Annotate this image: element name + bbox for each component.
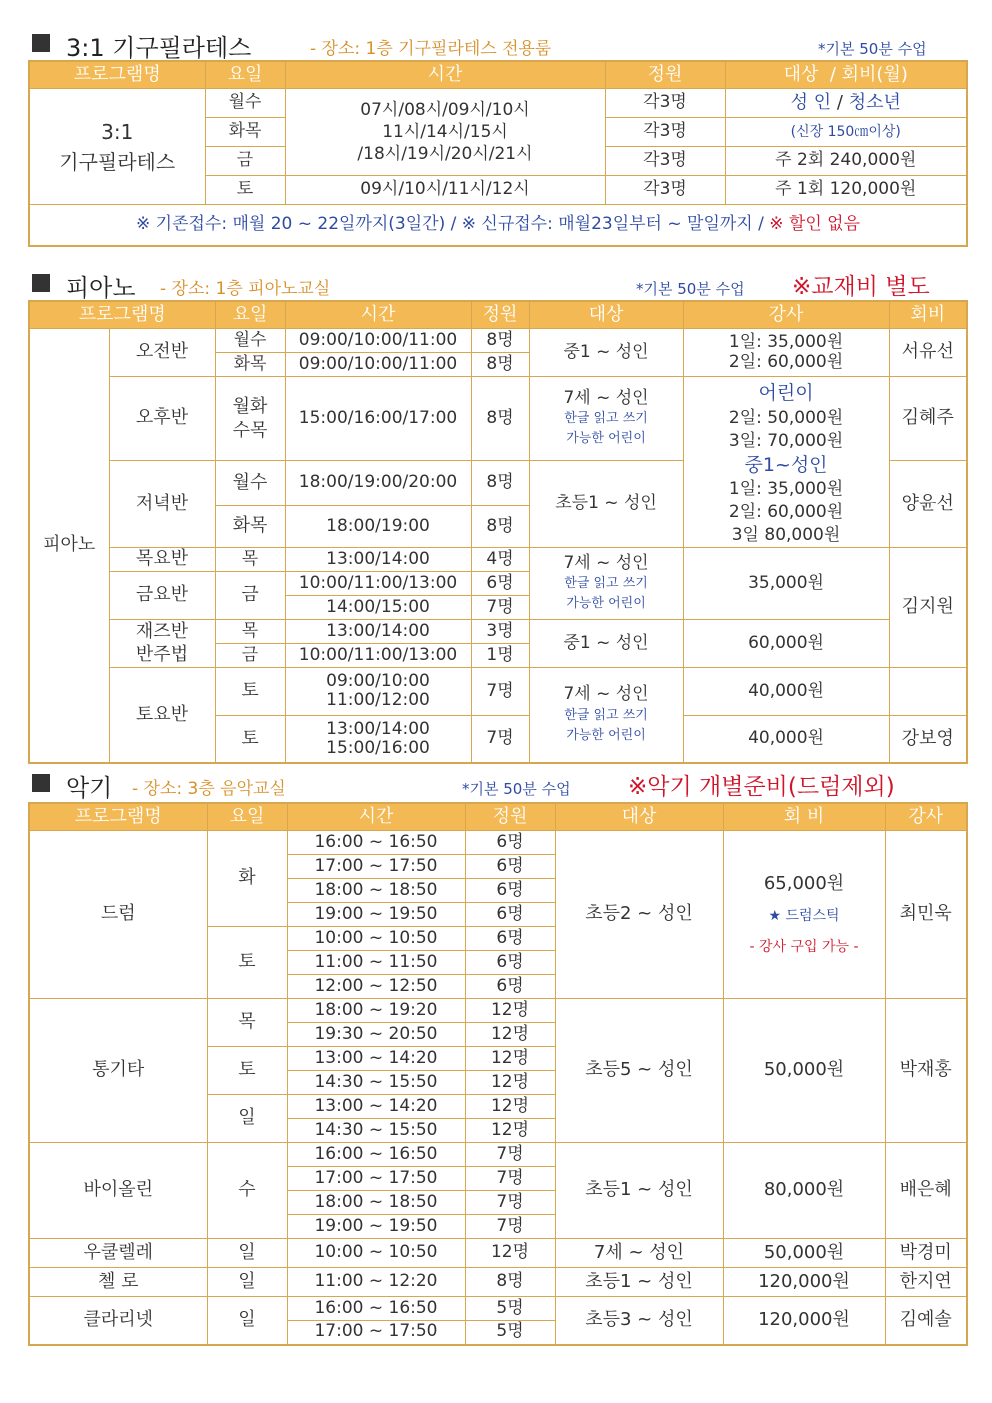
class-name: 저녁반 <box>109 461 215 548</box>
day-cell: 화 <box>207 831 287 927</box>
time-cell: 12:00 ~ 12:50 <box>287 975 465 999</box>
section-note: *기본 50분 수업 <box>462 780 571 798</box>
capacity-cell: 8명 <box>471 377 529 461</box>
program-name: 통기타 <box>29 999 207 1143</box>
capacity-cell: 7명 <box>471 667 529 715</box>
teacher-cell: 양윤선 <box>889 461 967 548</box>
capacity-cell: 6명 <box>465 927 555 951</box>
col-header: 프로그램명 <box>29 61 205 89</box>
section-warning: ※교재비 별도 <box>792 274 930 300</box>
capacity-cell: 12명 <box>465 1071 555 1095</box>
target-cell: 초등1 ~ 성인 <box>555 1268 723 1297</box>
program-name: 클라리넷 <box>29 1297 207 1345</box>
teacher-cell: 김지원 <box>889 547 967 667</box>
program-name: 3:1 기구필라테스 <box>29 89 205 205</box>
capacity-cell: 각3명 <box>605 118 725 147</box>
fee-cell: 80,000원 <box>723 1143 885 1239</box>
teacher-cell: 배은혜 <box>885 1143 967 1239</box>
section-location: - 장소: 1층 피아노교실 <box>160 279 331 299</box>
table-row <box>29 547 967 571</box>
col-header: 요일 <box>207 803 287 831</box>
time-cell: 10:00 ~ 10:50 <box>287 1239 465 1268</box>
table-row <box>29 329 967 353</box>
time-cell: 16:00 ~ 16:50 <box>287 1297 465 1321</box>
teacher-cell: 박경미 <box>885 1239 967 1268</box>
section-title: 피아노 <box>66 274 136 302</box>
day-cell: 금 <box>205 147 285 176</box>
teacher-cell: 강보영 <box>889 715 967 763</box>
time-cell: 17:00 ~ 17:50 <box>287 855 465 879</box>
time-cell: 18:00 ~ 18:50 <box>287 879 465 903</box>
class-name: 재즈반 반주법 <box>109 619 215 667</box>
program-name: 첼 로 <box>29 1268 207 1297</box>
day-cell: 금 <box>215 571 285 619</box>
table-header-row <box>29 61 967 89</box>
target-cell: 초등2 ~ 성인 <box>555 831 723 999</box>
col-header: 정원 <box>465 803 555 831</box>
day-cell: 일 <box>207 1268 287 1297</box>
capacity-cell: 각3명 <box>605 89 725 118</box>
time-cell: 18:00/19:00/20:00 <box>285 461 471 506</box>
height-note: (신장 150㎝이상) <box>725 118 967 147</box>
table-row <box>29 1268 967 1297</box>
day-cell: 토 <box>207 927 287 999</box>
time-cell: 13:00/14:00 <box>285 619 471 643</box>
teacher-cell: 김혜주 <box>889 377 967 461</box>
time-cell: 11:00 ~ 12:20 <box>287 1268 465 1297</box>
col-header: 대상 / 회비(월) <box>725 61 967 89</box>
capacity-cell: 8명 <box>471 461 529 506</box>
capacity-cell: 6명 <box>465 903 555 927</box>
day-cell: 월수 <box>215 329 285 353</box>
table-row <box>29 667 967 715</box>
target-cell: 초등3 ~ 성인 <box>555 1297 723 1345</box>
program-name: 바이올린 <box>29 1143 207 1239</box>
capacity-cell: 3명 <box>471 619 529 643</box>
day-cell: 일 <box>207 1297 287 1345</box>
capacity-cell: 4명 <box>471 547 529 571</box>
class-name: 오전반 <box>109 329 215 377</box>
registration-note-row <box>29 205 967 247</box>
instrument-header <box>28 770 966 802</box>
instrument-table <box>28 802 968 1346</box>
teacher-cell: 박재홍 <box>885 999 967 1143</box>
teacher-cell: 한지연 <box>885 1268 967 1297</box>
capacity-cell: 12명 <box>465 1047 555 1071</box>
section-warning: ※악기 개별준비(드럼제외) <box>628 774 895 800</box>
capacity-cell: 12명 <box>465 1119 555 1143</box>
time-cell: 14:00/15:00 <box>285 595 471 619</box>
day-cell: 화목 <box>215 505 285 547</box>
day-cell: 토 <box>215 667 285 715</box>
table-row <box>29 1297 967 1321</box>
class-name: 금요반 <box>109 571 215 619</box>
target-cell: 중1 ~ 성인 <box>529 329 683 377</box>
time-cell: 13:00 ~ 14:20 <box>287 1095 465 1119</box>
capacity-cell: 각3명 <box>605 147 725 176</box>
fee-cell: 65,000원 ★ 드럼스틱 - 강사 구입 가능 - <box>723 831 885 999</box>
capacity-cell: 7명 <box>465 1167 555 1191</box>
table-row <box>29 377 967 461</box>
col-header: 강사 <box>683 301 889 329</box>
table-row <box>29 89 967 118</box>
teacher-cell: 서유선 <box>889 329 967 377</box>
capacity-cell: 7명 <box>465 1191 555 1215</box>
capacity-cell: 8명 <box>471 329 529 353</box>
capacity-cell: 12명 <box>465 1023 555 1047</box>
capacity-cell: 12명 <box>465 1239 555 1268</box>
time-cell: 07시/08시/09시/10시 11시/14시/15시 /18시/19시/20시/21시 <box>285 89 605 176</box>
capacity-cell: 각3명 <box>605 176 725 205</box>
teacher-cell: 최민욱 <box>885 831 967 999</box>
registration-note: ※ 기존접수: 매월 20 ~ 22일까지(3일간) / ※ 신규접수: 매월23일부터 ~ 말일까지 / ※ 할인 없음 <box>29 205 967 247</box>
class-name: 오후반 <box>109 377 215 461</box>
piano-table <box>28 300 968 764</box>
day-cell: 목 <box>215 547 285 571</box>
fee-cell: 주 2회 240,000원 <box>725 147 967 176</box>
square-bullet-icon <box>32 34 50 52</box>
col-header: 강사 <box>885 803 967 831</box>
col-header: 요일 <box>215 301 285 329</box>
target-cell: 중1 ~ 성인 <box>529 619 683 667</box>
capacity-cell: 6명 <box>465 879 555 903</box>
col-header: 정원 <box>471 301 529 329</box>
class-name: 목요반 <box>109 547 215 571</box>
time-cell: 16:00 ~ 16:50 <box>287 831 465 855</box>
piano-section <box>28 270 966 764</box>
target-cell: 성 인 / 청소년 <box>725 89 967 118</box>
program-name: 우쿨렐레 <box>29 1239 207 1268</box>
section-location: - 장소: 1층 기구필라테스 전용룸 <box>310 39 552 59</box>
col-header: 프로그램명 <box>29 803 207 831</box>
time-cell: 17:00 ~ 17:50 <box>287 1167 465 1191</box>
day-cell: 수 <box>207 1143 287 1239</box>
table-row <box>29 1239 967 1268</box>
day-cell: 목 <box>207 999 287 1047</box>
day-cell: 일 <box>207 1239 287 1268</box>
day-cell: 월수 <box>215 461 285 506</box>
time-cell: 13:00 ~ 14:20 <box>287 1047 465 1071</box>
instrument-section <box>28 770 966 1346</box>
section-note: *기본 50분 수업 <box>818 40 927 58</box>
time-cell: 18:00 ~ 19:20 <box>287 999 465 1023</box>
time-cell: 09시/10시/11시/12시 <box>285 176 605 205</box>
col-header: 회 비 <box>723 803 885 831</box>
time-cell: 13:00/14:00 <box>285 547 471 571</box>
fee-cell: 60,000원 <box>683 619 889 667</box>
col-header: 시간 <box>285 301 471 329</box>
capacity-cell: 6명 <box>465 855 555 879</box>
day-cell: 화목 <box>205 118 285 147</box>
fee-cell: 1일: 35,000원 2일: 60,000원 <box>683 329 889 377</box>
time-cell: 11:00 ~ 11:50 <box>287 951 465 975</box>
table-row <box>29 999 967 1023</box>
day-cell: 토 <box>207 1047 287 1095</box>
capacity-cell: 6명 <box>465 831 555 855</box>
time-cell: 17:00 ~ 17:50 <box>287 1321 465 1345</box>
col-header: 요일 <box>205 61 285 89</box>
time-cell: 09:00/10:00/11:00 <box>285 329 471 353</box>
time-cell: 18:00/19:00 <box>285 505 471 547</box>
time-cell: 09:00/10:00 11:00/12:00 <box>285 667 471 715</box>
time-cell: 10:00/11:00/13:00 <box>285 571 471 595</box>
capacity-cell: 6명 <box>465 975 555 999</box>
capacity-cell: 5명 <box>465 1321 555 1345</box>
capacity-cell: 12명 <box>465 999 555 1023</box>
fee-cell: 120,000원 <box>723 1268 885 1297</box>
col-header: 대상 <box>529 301 683 329</box>
table-row <box>29 619 967 643</box>
table-header-row <box>29 803 967 831</box>
target-cell: 7세 ~ 성인 한글 읽고 쓰기 가능한 어린이 <box>529 667 683 763</box>
time-cell: 13:00/14:00 15:00/16:00 <box>285 715 471 763</box>
section-title: 3:1 기구필라테스 <box>66 34 252 62</box>
target-cell: 7세 ~ 성인 <box>555 1239 723 1268</box>
capacity-cell: 1명 <box>471 643 529 667</box>
capacity-cell: 5명 <box>465 1297 555 1321</box>
pilates-section <box>28 30 966 247</box>
capacity-cell: 7명 <box>465 1215 555 1239</box>
piano-header <box>28 270 966 302</box>
capacity-cell: 7명 <box>471 715 529 763</box>
day-cell: 목 <box>215 619 285 643</box>
fee-cell: 40,000원 <box>683 667 889 715</box>
day-cell: 일 <box>207 1095 287 1143</box>
time-cell: 18:00 ~ 18:50 <box>287 1191 465 1215</box>
pilates-table <box>28 60 968 247</box>
col-header: 시간 <box>285 61 605 89</box>
section-title: 악기 <box>66 774 113 802</box>
class-name: 토요반 <box>109 667 215 763</box>
time-cell: 16:00 ~ 16:50 <box>287 1143 465 1167</box>
col-header: 회비 <box>889 301 967 329</box>
time-cell: 19:30 ~ 20:50 <box>287 1023 465 1047</box>
drumstick-note: ★ 드럼스틱 <box>768 908 840 925</box>
day-cell: 화목 <box>215 353 285 377</box>
time-cell: 09:00/10:00/11:00 <box>285 353 471 377</box>
pilates-header <box>28 30 966 62</box>
day-cell: 월화 수목 <box>215 377 285 461</box>
fee-cell: 주 1회 120,000원 <box>725 176 967 205</box>
capacity-cell: 8명 <box>471 505 529 547</box>
time-cell: 10:00/11:00/13:00 <box>285 643 471 667</box>
col-header: 시간 <box>287 803 465 831</box>
fee-cell: 35,000원 <box>683 547 889 619</box>
target-cell: 초등1 ~ 성인 <box>529 461 683 548</box>
section-location: - 장소: 3층 음악교실 <box>132 779 286 799</box>
time-cell: 14:30 ~ 15:50 <box>287 1071 465 1095</box>
fee-cell: 50,000원 <box>723 1239 885 1268</box>
time-cell: 15:00/16:00/17:00 <box>285 377 471 461</box>
col-header: 프로그램명 <box>29 301 215 329</box>
col-header: 대상 <box>555 803 723 831</box>
day-cell: 금 <box>215 643 285 667</box>
square-bullet-icon <box>32 274 50 292</box>
fee-cell: 어린이 2일: 50,000원 3일: 70,000원 중1~성인 1일: 35,000원 2일: 60,000원 3일 80,000원 <box>683 377 889 548</box>
table-header-row <box>29 301 967 329</box>
day-cell: 토 <box>215 715 285 763</box>
table-row <box>29 1143 967 1167</box>
target-cell: 7세 ~ 성인 한글 읽고 쓰기 가능한 어린이 <box>529 377 683 461</box>
time-cell: 19:00 ~ 19:50 <box>287 903 465 927</box>
day-cell: 월수 <box>205 89 285 118</box>
capacity-cell: 6명 <box>471 571 529 595</box>
capacity-cell: 8명 <box>465 1268 555 1297</box>
fee-cell: 40,000원 <box>683 715 889 763</box>
fee-cell: 120,000원 <box>723 1297 885 1345</box>
teacher-cell: 김예솔 <box>885 1297 967 1345</box>
col-header: 정원 <box>605 61 725 89</box>
capacity-cell: 12명 <box>465 1095 555 1119</box>
target-cell: 7세 ~ 성인 한글 읽고 쓰기 가능한 어린이 <box>529 547 683 619</box>
time-cell: 19:00 ~ 19:50 <box>287 1215 465 1239</box>
day-cell: 토 <box>205 176 285 205</box>
section-note: *기본 50분 수업 <box>636 280 745 298</box>
target-cell: 초등5 ~ 성인 <box>555 999 723 1143</box>
program-name: 드럼 <box>29 831 207 999</box>
square-bullet-icon <box>32 774 50 792</box>
capacity-cell: 7명 <box>465 1143 555 1167</box>
table-row <box>29 831 967 855</box>
capacity-cell: 8명 <box>471 353 529 377</box>
capacity-cell: 7명 <box>471 595 529 619</box>
fee-cell: 50,000원 <box>723 999 885 1143</box>
program-name: 피아노 <box>29 329 109 764</box>
target-cell: 초등1 ~ 성인 <box>555 1143 723 1239</box>
time-cell: 14:30 ~ 15:50 <box>287 1119 465 1143</box>
capacity-cell: 6명 <box>465 951 555 975</box>
time-cell: 10:00 ~ 10:50 <box>287 927 465 951</box>
